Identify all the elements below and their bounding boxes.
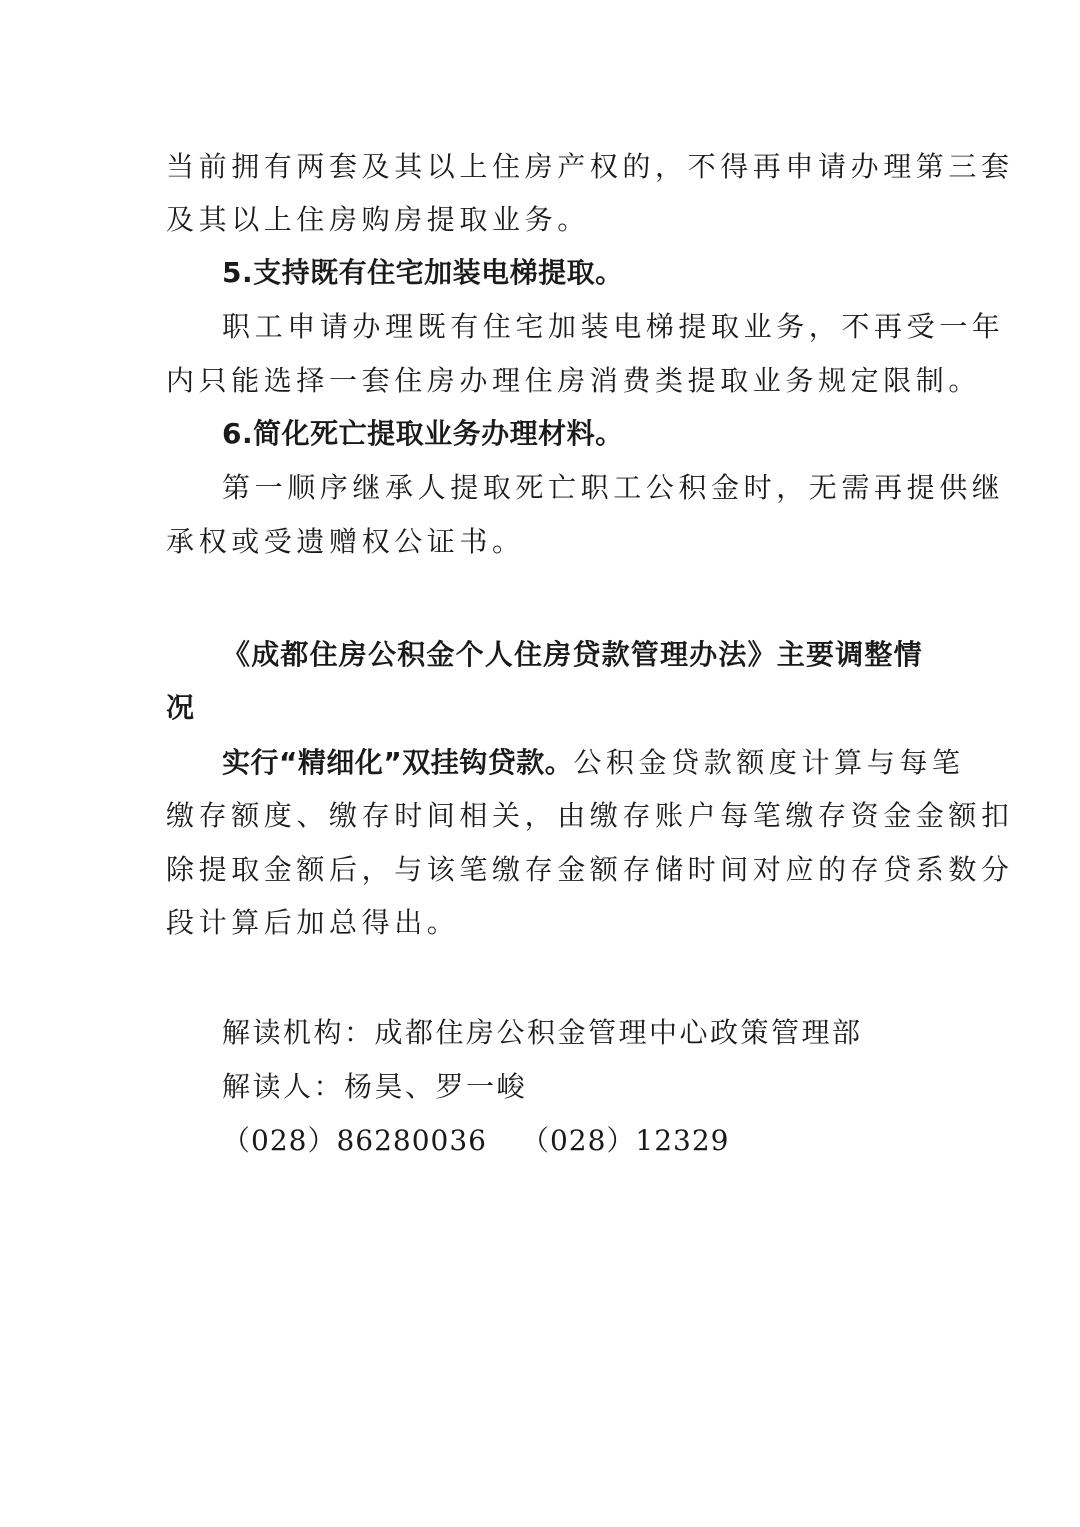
contact-phones — [222, 1121, 972, 1161]
paragraph-line: 职工申请办理既有住宅加装电梯提取业务，不再受一年 — [222, 310, 1005, 343]
paragraph-line: 及其以上住房购房提取业务。 — [166, 203, 590, 236]
paragraph-line — [222, 743, 965, 783]
loan-lead-bold: 实行“精细化”双挂钩贷款。 — [222, 746, 574, 779]
phone-number: （028）12329 — [520, 1124, 730, 1157]
interpreting-institution: 解读机构：成都住房公积金管理中心政策管理部 — [222, 1016, 863, 1049]
section-heading-6: 6.简化死亡提取业务办理材料。 — [222, 417, 624, 450]
paragraph-line: 内只能选择一套住房办理住房消费类提取业务规定限制。 — [166, 364, 982, 397]
paragraph-line: 缴存额度、缴存时间相关，由缴存账户每笔缴存资金金额扣 — [166, 799, 1014, 832]
section-heading-5: 5.支持既有住宅加装电梯提取。 — [222, 256, 624, 289]
paragraph-line: 段计算后加总得出。 — [166, 906, 460, 939]
paragraph-line: 承权或受遗赠权公证书。 — [166, 525, 525, 558]
loan-section-title-continued: 况 — [166, 691, 195, 724]
loan-lead-text: 公积金贷款额度计算与每笔 — [573, 746, 965, 779]
phone-number: （028）86280036 — [222, 1124, 487, 1157]
paragraph-line: 除提取金额后，与该笔缴存金额存储时间对应的存贷系数分 — [166, 853, 1014, 886]
loan-section-title: 《成都住房公积金个人住房贷款管理办法》主要调整情 — [222, 638, 923, 671]
interpreters: 解读人：杨昊、罗一峻 — [222, 1070, 528, 1103]
paragraph-line: 当前拥有两套及其以上住房产权的，不得再申请办理第三套 — [166, 150, 1014, 183]
paragraph-line: 第一顺序继承人提取死亡职工公积金时，无需再提供继 — [222, 471, 1005, 504]
